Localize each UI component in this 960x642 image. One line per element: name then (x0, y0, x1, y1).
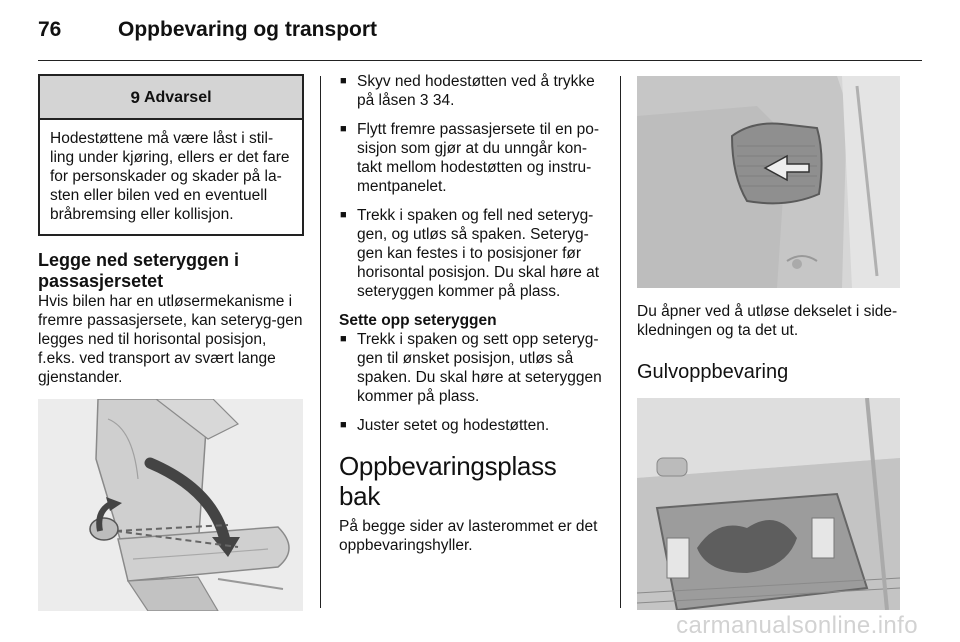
section-heading-raise-seatback: Sette opp seteryggen (339, 312, 497, 329)
list-item: ■ Skyv ned hodestøtten ved å trykke på låsen 3 34. (339, 72, 604, 110)
section-heading-fold-seatback: Legge ned seteryggen i passasjersetet (38, 250, 240, 291)
list-item: ■ Trekk i spaken og sett opp seteryg-gen til ønsket posisjon, utløs så spaken. Du skal høre at seteryggen kommer på plass. (339, 330, 604, 406)
page-number: 76 (38, 18, 62, 41)
rear-storage-text: På begge sider av lasterommet er det oppbevaringshyller. (339, 518, 598, 554)
list-item: ■ Juster setet og hodestøtten. (339, 416, 604, 435)
warning-box (38, 74, 304, 236)
column-right (637, 72, 905, 610)
warning-header (40, 76, 302, 120)
section-heading-floor-storage: Gulvoppbevaring (637, 361, 789, 383)
warning-icon: 9 (130, 87, 140, 107)
warning-text: Hodestøttene må være låst i stil-ling under kjøring, ellers er det fare for personskader og skader på la-sten eller bilen ved en eventuell bråbremsing eller kollisjon. (50, 130, 290, 223)
header-rule (38, 60, 922, 61)
section-heading-rear-storage: Oppbevaringsplass bak (339, 451, 557, 511)
seat-illustration (38, 399, 303, 611)
raise-steps-list (339, 330, 604, 435)
column-left (38, 72, 304, 611)
warning-title: Advarsel (143, 88, 212, 106)
list-item: ■ Trekk i spaken og fell ned seteryg-gen, og utløs så spaken. Seteryg-gen kan festes i to posisjoner før horisontal posisjon. Du skal høre at seteryggen kommer på plass. (339, 206, 604, 301)
page-title: Oppbevaring og transport (118, 18, 378, 41)
watermark: carmanualsonline.info (676, 612, 918, 639)
fold-intro-text: Hvis bilen har en utløsermekanisme i fremre passasjersete, kan seteryg-gen legges ned til horisontal posisjon, f.eks. ved transport av svært lange gjenstander. (38, 293, 303, 386)
floor-storage-photo (637, 398, 900, 610)
column-divider-1 (320, 76, 321, 608)
rear-storage-caption: Du åpner ved å utløse dekselet i side-kledningen og ta det ut. (637, 303, 898, 339)
column-middle (339, 72, 604, 555)
column-divider-2 (620, 76, 621, 608)
fold-steps-list (339, 72, 604, 301)
list-item: ■ Flytt fremre passasjersete til en po-sisjon som gjør at du unngår kon-takt mellom hodestøtten og instru-mentpanelet. (339, 120, 604, 196)
rear-storage-photo (637, 76, 900, 288)
